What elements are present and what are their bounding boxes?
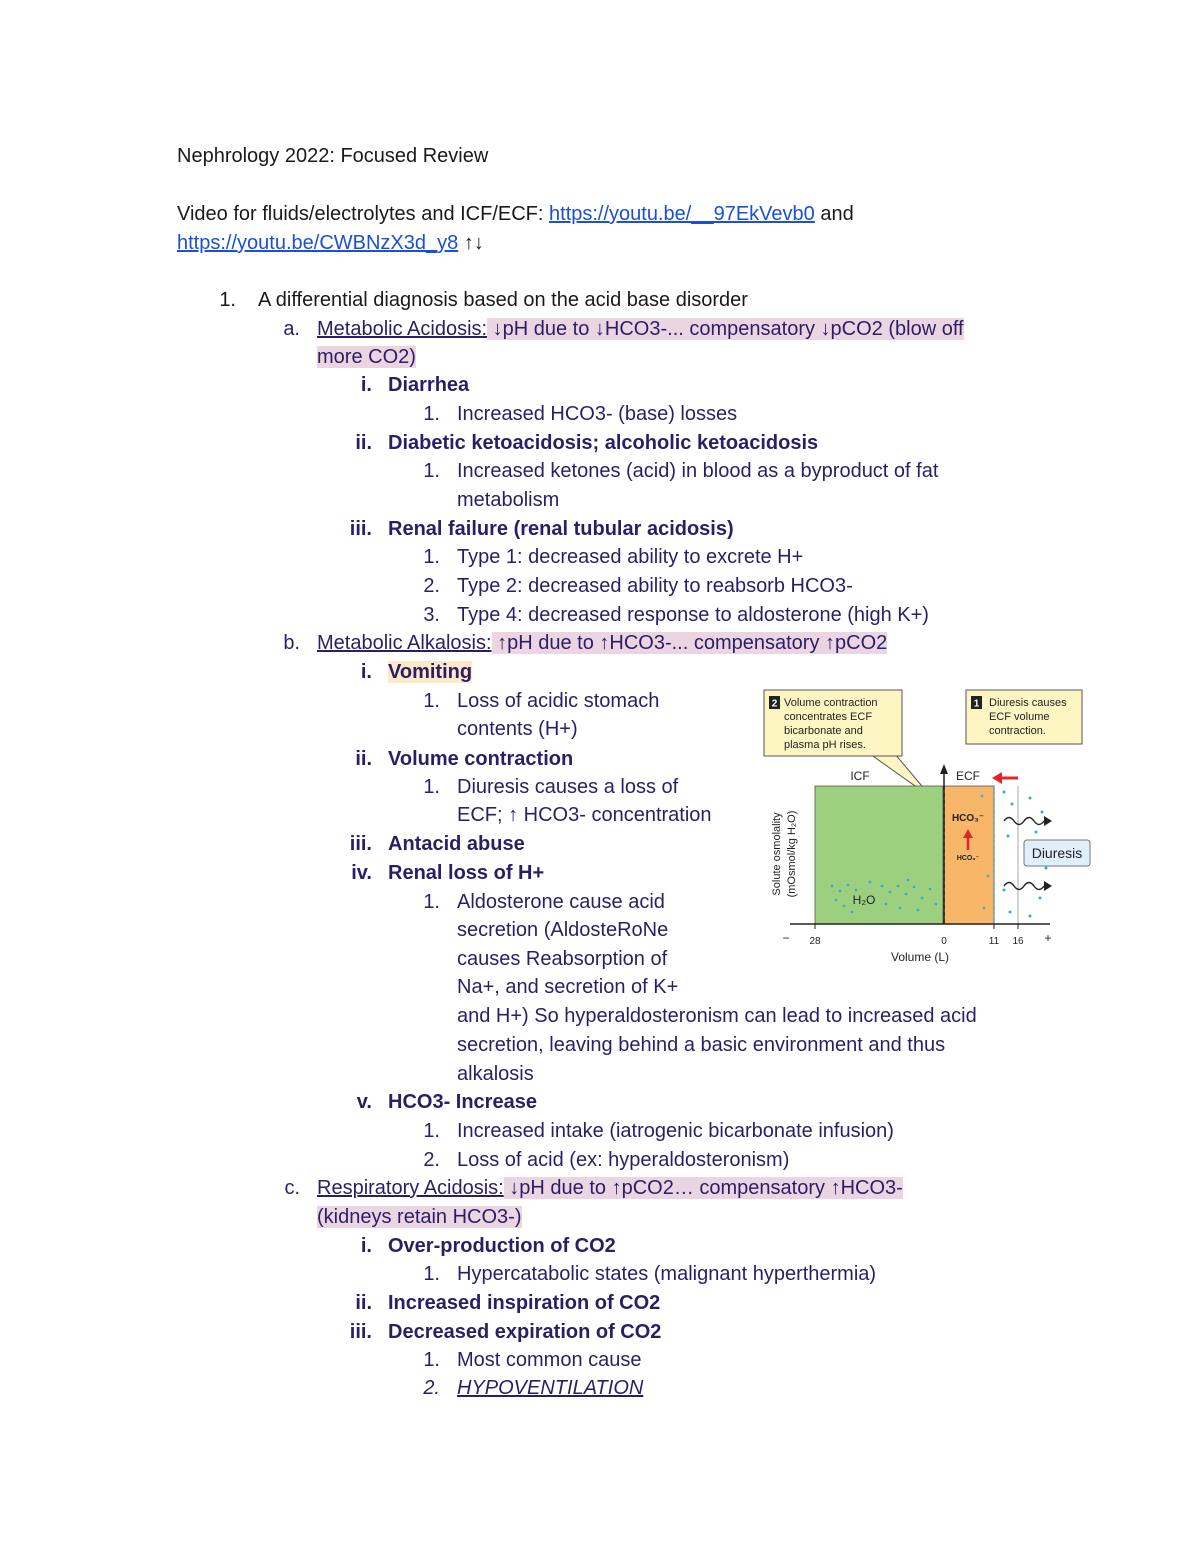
item-a-heading-2 (317, 343, 416, 371)
callout-1-line-1: Diuresis causes (989, 697, 1067, 709)
tick-minus: − (782, 931, 790, 945)
item-a-heading (317, 315, 964, 343)
metabolic-acidosis-label: Metabolic Acidosis: (317, 318, 488, 340)
b-v-num: v. (356, 1091, 372, 1113)
b-v-1-num: 1. (423, 1120, 440, 1142)
hypoventilation-text: HYPOVENTILATION (457, 1377, 644, 1399)
document-title: Nephrology 2022: Focused Review (177, 145, 489, 167)
item-c-heading-2 (317, 1203, 522, 1231)
c-iii-2-num-text: 2. (423, 1377, 440, 1399)
b-v-title: HCO3- Increase (388, 1091, 537, 1113)
callout-2-line-3: bicarbonate and (784, 725, 863, 737)
item-a-letter: a. (283, 318, 300, 340)
b-ii-num: ii. (355, 748, 372, 770)
wavy-arrow-icon-bottom (1004, 881, 1052, 891)
y-axis-label-2: (mOsmol/kg H₂O) (786, 810, 798, 898)
callout-1-number: 1 (973, 698, 980, 710)
c-iii-2-num (400, 1374, 440, 1402)
item-1-text: A differential diagnosis based on the acid base disorder (258, 289, 748, 311)
respiratory-acidosis-desc-1: ↓pH due to ↑pCO2… compensatory ↑HCO3- (503, 1177, 903, 1199)
video-prefix: Video for fluids/electrolytes and ICF/ECF: (177, 203, 550, 225)
callout-2-line-2: concentrates ECF (784, 711, 873, 723)
a-iii-2-text: Type 2: decreased ability to reabsorb HCO3- (457, 575, 853, 597)
b-iii-title: Antacid abuse (388, 833, 525, 855)
callout-2 (764, 690, 932, 798)
c-iii-title: Decreased expiration of CO2 (388, 1321, 662, 1343)
wavy-arrow-icon-top (1004, 816, 1052, 826)
b-iv-title: Renal loss of H+ (388, 862, 545, 884)
c-iii-1-text: Most common cause (457, 1349, 642, 1371)
hco3-small-label: HCO₃⁻ (956, 855, 980, 862)
item-c-heading (317, 1174, 903, 1202)
a-i-1-num: 1. (423, 403, 440, 425)
video-and: and (820, 203, 854, 225)
b-v-2-text: Loss of acid (ex: hyperaldosteronism) (457, 1149, 790, 1171)
hco3-large-label: HCO₃⁻ (951, 813, 985, 824)
y-axis-arrow-icon (940, 764, 948, 774)
icf-compartment (815, 786, 943, 924)
metabolic-acidosis-desc-2: more CO2) (317, 346, 416, 368)
c-i-num: i. (360, 1235, 372, 1257)
b-i-1-text-b: contents (H+) (457, 718, 578, 740)
a-iii-num: iii. (349, 518, 372, 540)
c-iii-num: iii. (349, 1321, 372, 1343)
c-iii-2-text (457, 1374, 643, 1402)
icf-label: ICF (850, 769, 870, 783)
h2o-label: H₂O (852, 893, 876, 907)
b-iv-1-line-2: secretion (AldosteRoNe (457, 919, 669, 941)
b-i-1-text-a: Loss of acidic stomach (457, 690, 660, 712)
callout-1 (966, 690, 1082, 744)
tick-11: 11 (988, 936, 1000, 947)
callout-1-line-2: ECF volume (989, 711, 1050, 723)
a-ii-title: Diabetic ketoacidosis; alcoholic ketoacidosis (388, 432, 819, 454)
b-iv-1-line-1: Aldosterone cause acid (457, 891, 665, 913)
b-iv-1-line-3: causes Reabsorption of (457, 948, 668, 970)
item-b-letter: b. (283, 632, 300, 654)
callout-2-line-4: plasma pH rises. (784, 739, 866, 751)
b-ii-1-text-b: ECF; ↑ HCO3- concentration (457, 804, 712, 826)
metabolic-alkalosis-label: Metabolic Alkalosis: (317, 632, 492, 654)
b-ii-1-num: 1. (423, 776, 440, 798)
b-v-1-text: Increased intake (iatrogenic bicarbonate infusion) (457, 1120, 894, 1142)
a-iii-3-text: Type 4: decreased response to aldosterone (high K+) (457, 604, 929, 626)
tick-0: 0 (941, 936, 947, 947)
tick-plus: + (1044, 931, 1052, 945)
b-ii-title: Volume contraction (388, 748, 574, 770)
b-iv-1-line-5: and H+) So hyperaldosteronism can lead to increased acid (457, 1005, 977, 1027)
callout-2-line-1: Volume contraction (784, 697, 878, 709)
b-iii-num: iii. (349, 833, 372, 855)
item-b-heading (317, 629, 887, 657)
a-iii-1-num: 1. (423, 546, 440, 568)
video-link-1[interactable]: https://youtu.be/__97EkVevb0 (549, 203, 815, 225)
a-iii-1-text: Type 1: decreased ability to excrete H+ (457, 546, 804, 568)
b-iv-1-line-7: alkalosis (457, 1063, 534, 1085)
ecf-label: ECF (956, 769, 980, 783)
b-i-1-num: 1. (423, 690, 440, 712)
a-i-num: i. (360, 374, 372, 396)
a-iii-3-num: 3. (423, 604, 440, 626)
callout-2-number: 2 (771, 698, 778, 710)
a-iii-2-num: 2. (423, 575, 440, 597)
vomiting-highlight: Vomiting (388, 661, 473, 683)
b-v-2-num: 2. (423, 1149, 440, 1171)
callout-1-line-3: contraction. (989, 725, 1046, 737)
b-iv-1-num: 1. (423, 891, 440, 913)
video-line-2 (177, 229, 484, 257)
a-ii-1-num: 1. (423, 460, 440, 482)
b-iv-num: iv. (351, 862, 372, 884)
y-axis-label-1: Solute osmolality (771, 812, 783, 896)
item-1-number: 1. (219, 289, 236, 311)
respiratory-acidosis-label: Respiratory Acidosis: (317, 1177, 504, 1199)
b-i-title (388, 658, 472, 686)
tick-16: 16 (1012, 936, 1024, 947)
c-ii-num: ii. (355, 1292, 372, 1314)
a-i-1-text: Increased HCO3- (base) losses (457, 403, 738, 425)
a-iii-title: Renal failure (renal tubular acidosis) (388, 518, 734, 540)
respiratory-acidosis-desc-2: (kidneys retain HCO3-) (317, 1206, 522, 1228)
video-link-2[interactable]: https://youtu.be/CWBNzX3d_y8 (177, 232, 459, 254)
red-left-arrow-icon (992, 772, 1018, 784)
c-ii-title: Increased inspiration of CO2 (388, 1292, 661, 1314)
a-i-title: Diarrhea (388, 374, 470, 396)
c-i-1-text: Hypercatabolic states (malignant hyperthermia) (457, 1263, 877, 1285)
c-iii-1-num: 1. (423, 1349, 440, 1371)
b-iv-1-line-4: Na+, and secretion of K+ (457, 976, 679, 998)
video-line (177, 200, 854, 228)
b-ii-1-text-a: Diuresis causes a loss of (457, 776, 679, 798)
x-axis-label: Volume (L) (890, 950, 950, 964)
a-ii-num: ii. (355, 432, 372, 454)
tick-28: 28 (809, 936, 821, 947)
diuresis-label: Diuresis (1031, 845, 1083, 861)
b-i-num: i. (360, 661, 372, 683)
item-c-letter: c. (284, 1177, 300, 1199)
a-ii-1-text-b: metabolism (457, 489, 560, 511)
up-down-arrows: ↑↓ (463, 232, 484, 254)
metabolic-alkalosis-desc: ↑pH due to ↑HCO3-... compensatory ↑pCO2 (491, 632, 888, 654)
a-ii-1-text-a: Increased ketones (acid) in blood as a byproduct of fat (457, 460, 939, 482)
c-i-title: Over-production of CO2 (388, 1235, 616, 1257)
b-iv-1-line-6: secretion, leaving behind a basic environment and thus (457, 1034, 946, 1056)
volume-contraction-figure (760, 686, 1094, 966)
c-i-1-num: 1. (423, 1263, 440, 1285)
metabolic-acidosis-desc-1: ↓pH due to ↓HCO3-... compensatory ↓pCO2 (blow off (487, 318, 964, 340)
